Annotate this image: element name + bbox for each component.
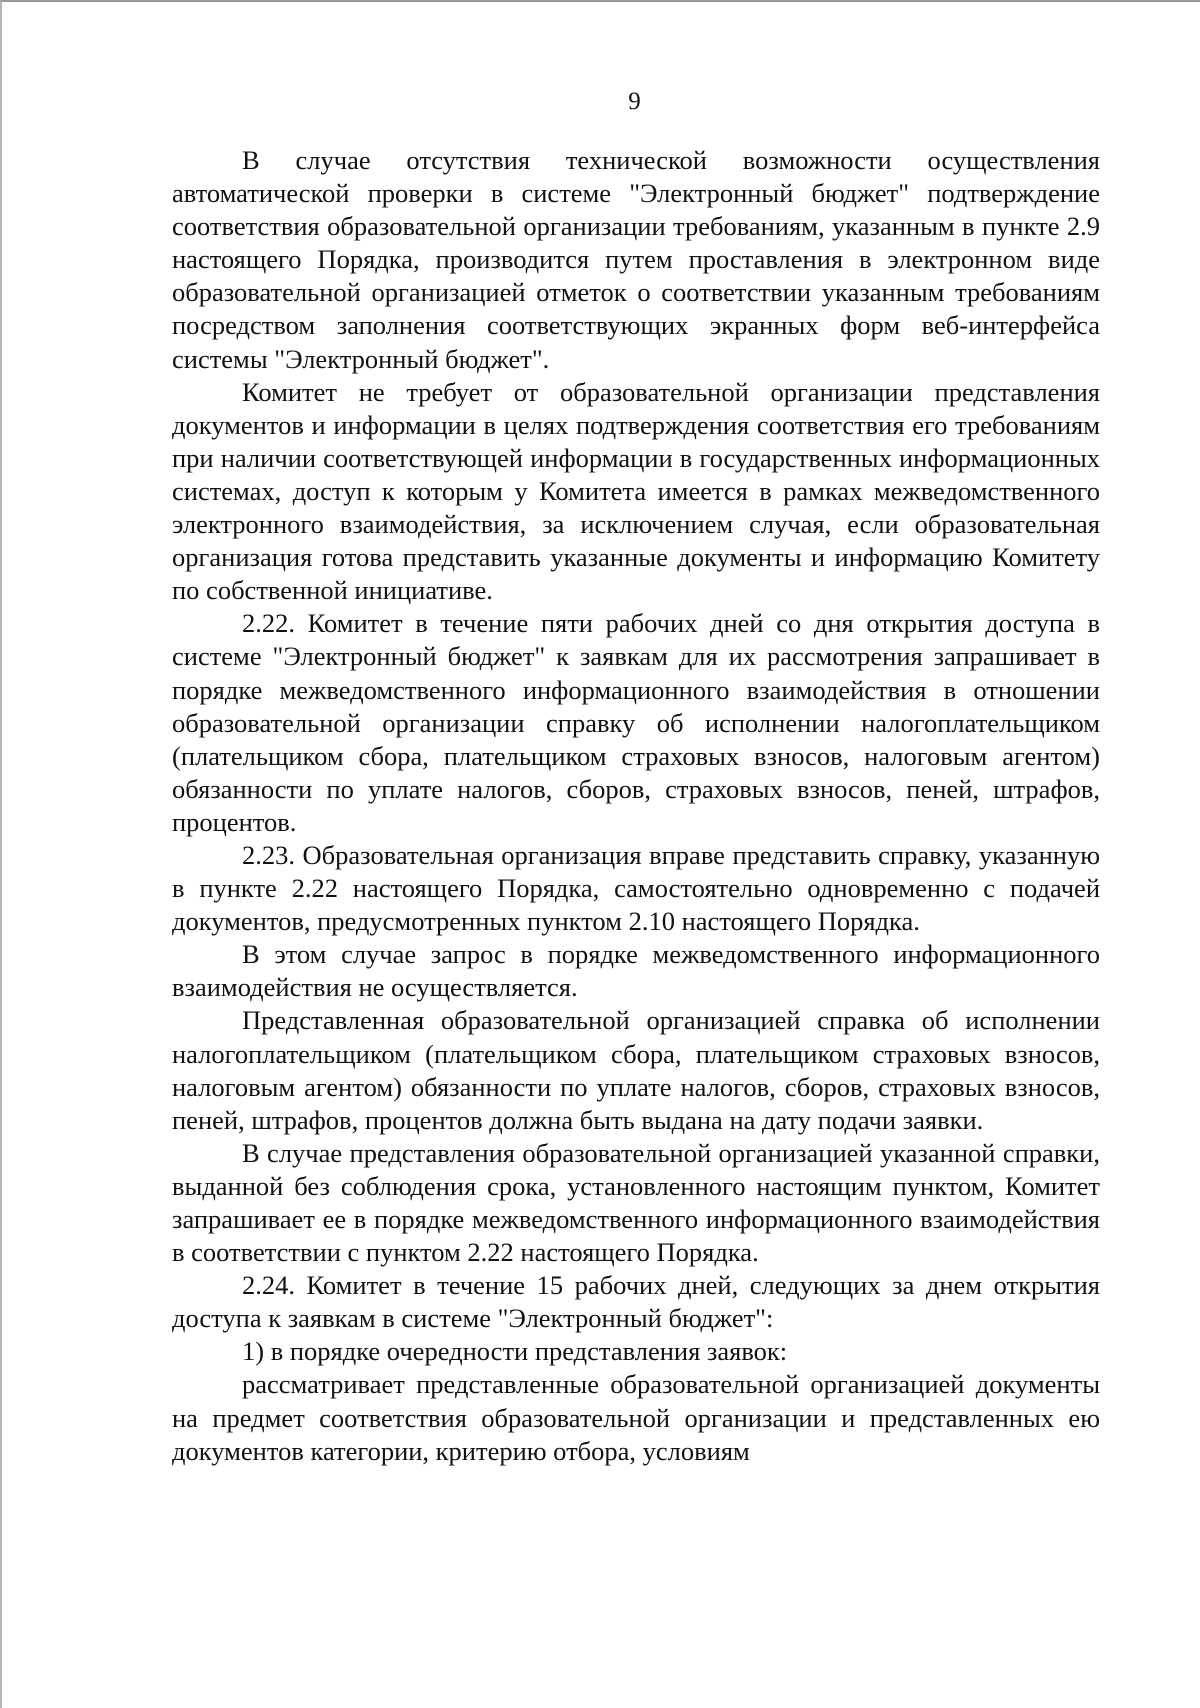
paragraph: Комитет не требует от образовательной организации представления документов и информации в целях подтверждения соответствия его требованиям при наличии соответствующей информации в государственных информационных системах, доступ к которым у Комитета имеется в рамках межведомственного электронного взаимодействия, за исключением случая, если образовательная организация готова представить указанные документы и информацию Комитету по собственной инициативе.: [172, 376, 1100, 606]
paragraph: Представленная образовательной организацией справка об исполнении налогоплательщиком (плательщиком сбора, плательщиком страховых взносов, налоговым агентом) обязанности по уплате налогов, сборов, страховых взносов, пеней, штрафов, процентов должна быть выдана на дату подачи заявки.: [172, 1005, 1100, 1135]
paragraph: В случае представления образовательной организацией указанной справки, выданной без соблюдения срока, установленного настоящим пунктом, Комитет запрашивает ее в порядке межведомственного информационного взаимодействия в соответствии с пунктом 2.22 настоящего Порядка.: [172, 1137, 1100, 1268]
paragraph: 2.22. Комитет в течение пяти рабочих дней со дня открытия доступа в системе "Электронный бюджет" к заявкам для их рассмотрения запрашивает в порядке межведомственного информационного взаимодействия в отношении образовательной организации справку об исполнении налогоплательщиком (плательщиком сбора, плательщиком страховых взносов, налоговым агентом) обязанности по уплате налогов, сборов, страховых взносов, пеней, штрафов, процентов.: [172, 608, 1100, 837]
paragraph: В этом случае запрос в порядке межведомственного информационного взаимодействия не осуществляется.: [172, 939, 1100, 1003]
document-body: [172, 144, 1100, 1468]
paragraph: 2.24. Комитет в течение 15 рабочих дней, следующих за днем открытия доступа к заявкам в системе "Электронный бюджет":: [172, 1270, 1100, 1334]
paragraph: 2.23. Образовательная организация вправе представить справку, указанную в пункте 2.22 настоящего Порядка, самостоятельно одновременно с подачей документов, предусмотренных пунктом 2.10 настоящего Порядка.: [172, 839, 1100, 937]
paragraph: рассматривает представленные образовательной организацией документы на предмет соответствия образовательной организации и представленных ею документов категории, критерию отбора, условиям: [172, 1369, 1100, 1466]
page-number: 9: [628, 88, 641, 115]
paragraph: 1) в порядке очередности представления заявок:: [242, 1336, 788, 1367]
paragraph: В случае отсутствия технической возможности осуществления автоматической проверки в системе "Электронный бюджет" подтверждение соответствия образовательной организации требованиям, указанным в пункте 2.9 настоящего Порядка, производится путем проставления в электронном виде образовательной организацией отметок о соответствии указанным требованиям посредством заполнения соответствующих экранных форм веб-интерфейса системы "Электронный бюджет".: [172, 145, 1100, 374]
